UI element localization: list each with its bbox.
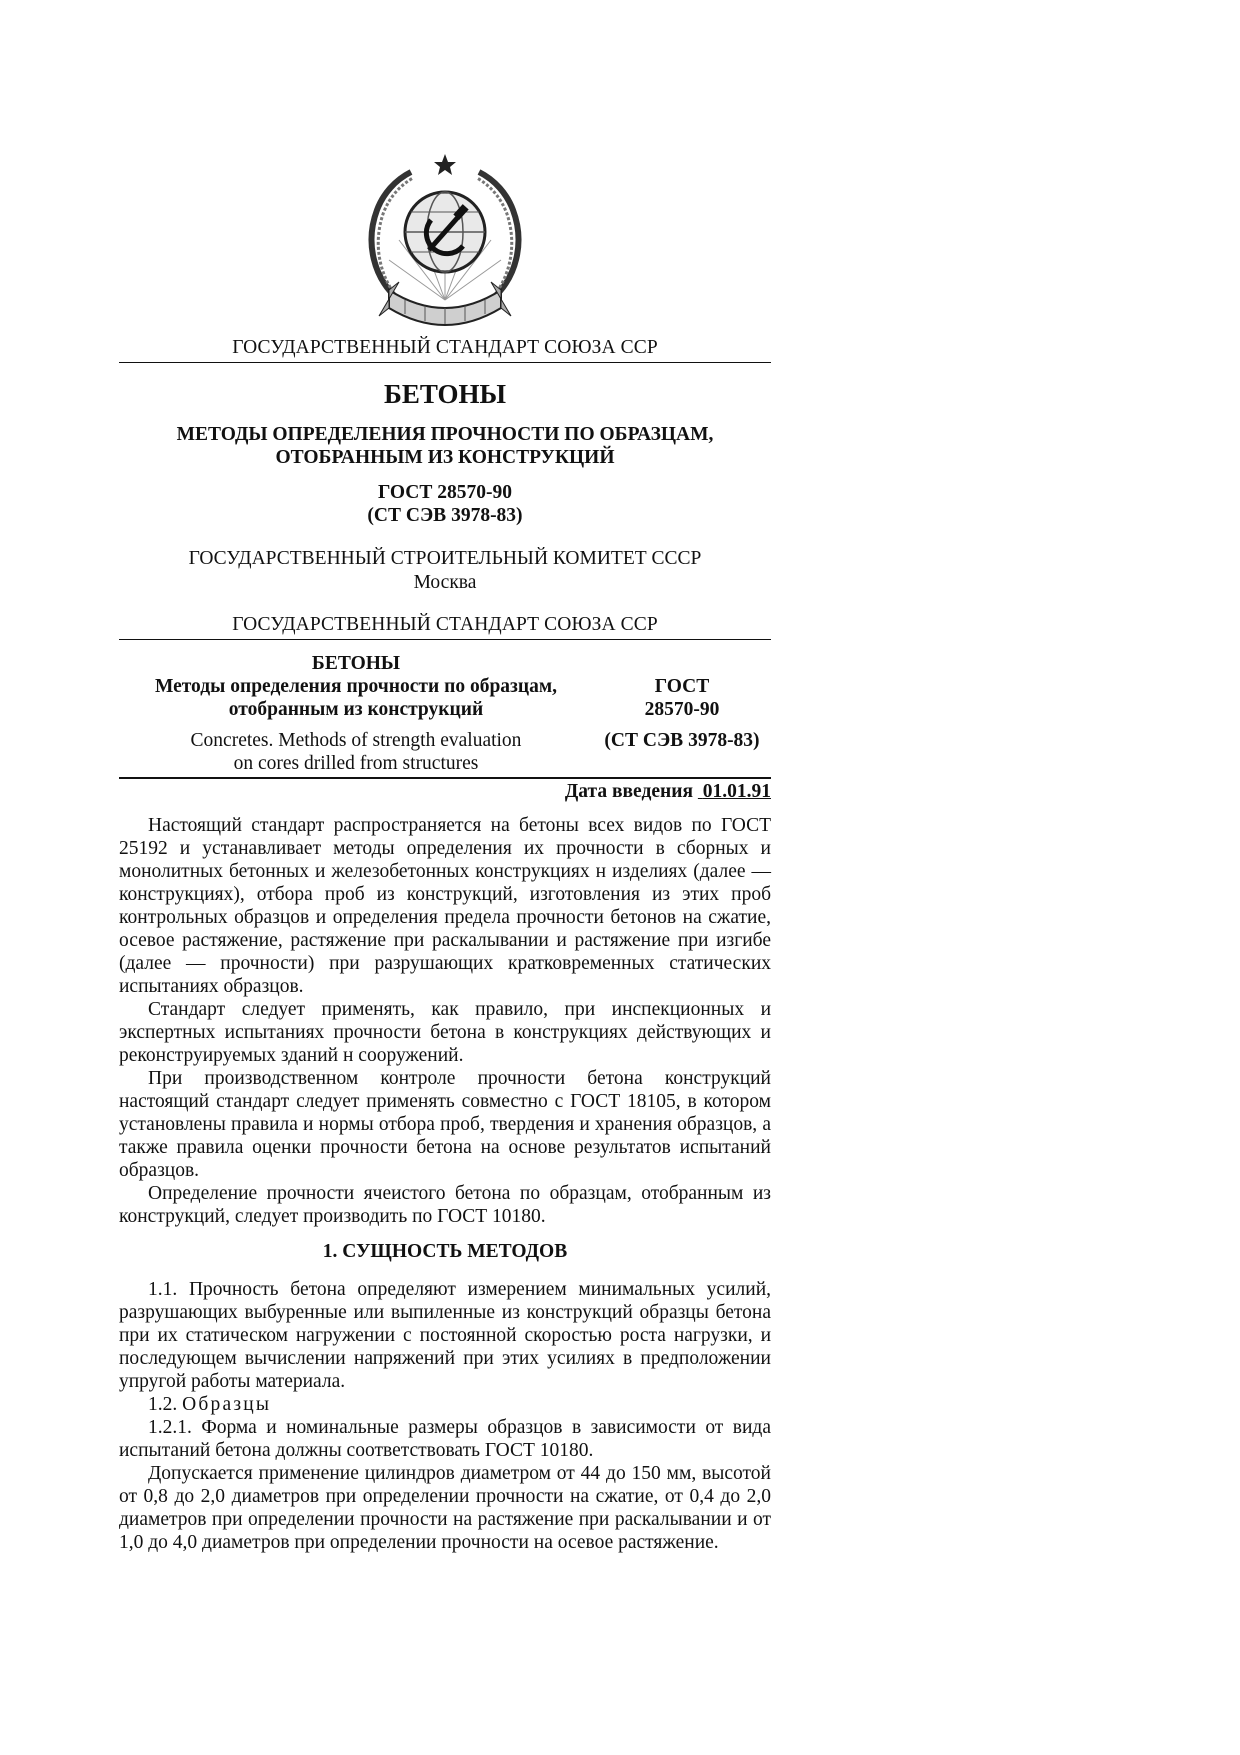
state-standard-header: ГОСУДАРСТВЕННЫЙ СТАНДАРТ СОЮЗА ССР [119, 336, 771, 363]
introduction-date [119, 780, 771, 804]
intro-date-text: 01.01.91 [702, 781, 771, 802]
committee-block [119, 547, 771, 595]
english-title-1: Concretes. Methods of strength evaluation [190, 730, 522, 751]
info-gost-line-1: ГОСТ [654, 676, 710, 697]
document-title: БЕТОНЫ [383, 379, 507, 409]
info-ru-title-2: отобранным из конструкций [228, 699, 484, 720]
document-page [119, 150, 771, 1554]
info-left-column [119, 652, 593, 721]
state-standard-header-2: ГОСУДАРСТВЕННЫЙ СТАНДАРТ СОЮЗА ССР [119, 613, 771, 640]
intro-date-value [698, 781, 771, 802]
english-title-block [119, 729, 771, 779]
document-subtitle [119, 423, 771, 469]
section-1-heading: 1. СУЩНОСТЬ МЕТОДОВ [322, 1241, 568, 1262]
paragraph-1-1: 1.1. Прочность бетона определяют измерением минимальных усилий, разрушающих выбуренные или выпиленные из конструкций образцы бетона при их статическом нагружении с постоянной скоростью роста нагрузки, и последующем вычислении напряжений при этих усилиях в предположении упругой работы материала. [119, 1279, 771, 1392]
committee-name: ГОСУДАРСТВЕННЫЙ СТРОИТЕЛЬНЫЙ КОМИТЕТ СССР [188, 548, 702, 569]
emblem-container [119, 150, 771, 332]
cmea-number: (СТ СЭВ 3978-83) [367, 505, 523, 526]
english-title-column [119, 729, 593, 775]
paragraph-cellular-concrete: Определение прочности ячеистого бетона по образцам, отобранным из конструкций, следует производить по ГОСТ 10180. [119, 1183, 771, 1227]
paragraph-1-2-1: 1.2.1. Форма и номинальные размеры образцов в зависимости от вида испытаний бетона должны соответствовать ГОСТ 10180. [119, 1417, 771, 1461]
paragraph-production-control: При производственном контроле прочности бетона конструкций настоящий стандарт следует применять совместно с ГОСТ 18105, в котором установлены правила и нормы отбора проб, твердения и хранения образцов, а также правила оценки прочности бетона на основе результатов испытаний образцов. [119, 1068, 771, 1181]
cmea-column [593, 729, 771, 775]
paragraph-allowed-cylinders: Допускается применение цилиндров диаметром от 44 до 150 мм, высотой от 0,8 до 2,0 диаметров при определении прочности на сжатие, от 0,4 до 2,0 диаметров при определении прочности на растяжение при раскалывании и от 1,0 до 4,0 диаметров при определении прочности на осевое растяжение. [119, 1463, 771, 1553]
gost-number: ГОСТ 28570-90 [377, 482, 513, 503]
gost-code-block [119, 481, 771, 527]
info-cmea: (СТ СЭВ 3978-83) [604, 730, 760, 751]
document-body [119, 814, 771, 1554]
info-gost-line-2: 28570-90 [644, 699, 720, 720]
standard-info-block [119, 652, 771, 721]
intro-date-label: Дата введения [564, 781, 693, 802]
paragraph-application: Стандарт следует применять, как правило, при инспекционных и экспертных испытаниях прочности бетона в конструкциях действующих и реконструируемых зданий н сооружений. [119, 999, 771, 1066]
subtitle-line-2: ОТОБРАННЫМ ИЗ КОНСТРУКЦИЙ [275, 447, 615, 468]
info-title: БЕТОНЫ [311, 653, 401, 674]
paragraph-1-2 [119, 1393, 771, 1416]
paragraph-scope: Настоящий стандарт распространяется на бетоны всех видов по ГОСТ 25192 и устанавливает методы определения их прочности в сборных и монолитных бетонных и железобетонных конструкциях н изделиях (далее — конструкциях), отбора проб из конструкций, изготовления из этих проб контрольных образцов и определения предела прочности бетонов на сжатие, осевое растяжение, растяжение при раскалывании и растяжение при изгибе (далее — прочности) при разрушающих кратковременных статических испытаниях образцов. [119, 815, 771, 997]
clause-number: 1.2. [148, 1394, 178, 1415]
ussr-emblem-icon [359, 150, 531, 332]
english-title-2: on cores drilled from structures [233, 753, 479, 774]
subtitle-line-1: МЕТОДЫ ОПРЕДЕЛЕНИЯ ПРОЧНОСТИ ПО ОБРАЗЦАМ, [176, 424, 714, 445]
city-name: Москва [413, 572, 477, 593]
clause-title: Образцы [182, 1394, 272, 1415]
info-right-column [593, 652, 771, 721]
info-ru-title-1: Методы определения прочности по образцам, [154, 676, 558, 697]
